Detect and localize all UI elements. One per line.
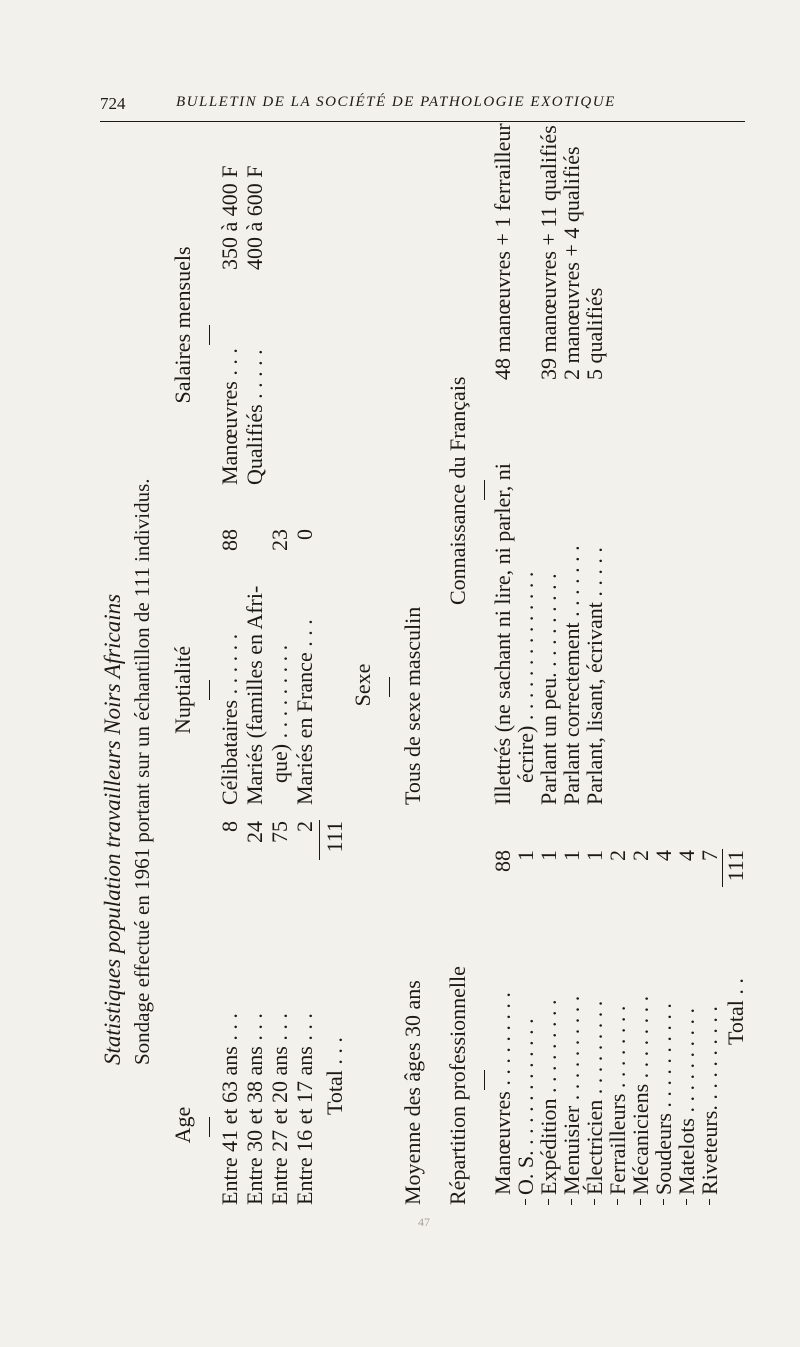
salaires-row-label: Manœuvres . . .	[217, 348, 242, 485]
nuptialite-row-label: que) . . . . . . . . .	[267, 644, 292, 783]
age-row-label: Entre 16 et 17 ans . . .	[292, 1013, 317, 1205]
repartition-row-label: Menuisier . . . . . . . . . .	[559, 995, 584, 1195]
francais-row-value: 5 qualifiés	[582, 287, 607, 380]
repartition-row-label: Électricien . . . . . . . . .	[582, 1000, 607, 1195]
francais-row-label: Parlant un peu. . . . . . . . . .	[536, 573, 561, 805]
repartition-row-value: 1	[582, 850, 607, 861]
repartition-row-value: 7	[697, 850, 722, 861]
header-rule	[100, 121, 745, 122]
table-title: Statistiques population travailleurs Noirs Africains	[100, 593, 125, 1065]
salaires-row-value: 400 à 600 F	[242, 165, 267, 270]
francais-row-value: 48 manœuvres + 1 ferrailleur	[490, 123, 515, 380]
rotated-statistics-table	[100, 123, 750, 1205]
repartition-row-label: O. S. . . . . . . . . . . . .	[513, 1018, 538, 1195]
age-row-value: 24	[242, 821, 267, 843]
repartition-row-value: 1	[513, 850, 538, 861]
repartition-row-label: Matelots . . . . . . . . . .	[674, 1008, 699, 1195]
repartition-row-value: 1	[536, 850, 561, 861]
age-header: Age	[170, 1106, 195, 1144]
francais-row-label: Parlant, lisant, écrivant . . . . .	[582, 547, 607, 805]
nuptialite-header: Nuptialité	[170, 646, 195, 734]
nuptialite-row-label: Célibataires . . . . . .	[217, 633, 242, 805]
list-bar	[686, 1199, 687, 1205]
francais-header: Connaissance du Français	[445, 376, 470, 605]
repartition-total-label: Total . .	[723, 978, 748, 1045]
list-bar	[617, 1199, 618, 1205]
repartition-row-label: Mécaniciens . . . . . . . .	[628, 995, 653, 1195]
repartition-row-label: Manœuvres . . . . . . . . .	[490, 992, 515, 1195]
repartition-total-value: 111	[723, 850, 748, 882]
repartition-row-label: Ferrailleurs . . . . . . . .	[605, 1005, 630, 1195]
nuptialite-row-value: 23	[267, 529, 292, 551]
nuptialite-row-value: 88	[217, 529, 242, 551]
repartition-header: Répartition professionnelle	[445, 966, 470, 1205]
repartition-row-label: Soudeurs . . . . . . . . . .	[651, 1003, 676, 1195]
page-footer: 47	[418, 1215, 430, 1229]
list-bar	[571, 1199, 572, 1205]
francais-row-label: écrire) . . . . . . . . . . . . . .	[513, 571, 538, 783]
repartition-row-value: 4	[674, 850, 699, 861]
running-head: BULLETIN DE LA SOCIÉTÉ DE PATHOLOGIE EXOTIQUE	[176, 94, 616, 110]
list-bar	[525, 1199, 526, 1205]
page-number: 724	[100, 94, 126, 113]
repartition-row-value: 88	[490, 850, 515, 872]
repartition-row-value: 2	[628, 850, 653, 861]
nuptialite-row-label: Mariés en France . . .	[292, 619, 317, 805]
salaires-dash	[195, 325, 220, 345]
age-total-rule	[319, 820, 320, 860]
list-bar	[594, 1199, 595, 1205]
francais-row-label: Illettrés (ne sachant ni lire, ni parler, ni	[490, 463, 515, 805]
list-bar	[640, 1199, 641, 1205]
repartition-row-value: 2	[605, 850, 630, 861]
francais-row-label: Parlant correctement . . . . . . .	[559, 545, 584, 805]
age-row-label: Entre 27 et 20 ans . . .	[267, 1013, 292, 1205]
francais-row-value: 2 manœuvres + 4 qualifiés	[559, 146, 584, 380]
nuptialite-row-value: 0	[292, 529, 317, 540]
nuptialite-row-label: Mariés (familles en Afri-	[242, 585, 267, 805]
age-row-value: 8	[217, 821, 242, 832]
repartition-row-label: Expédition . . . . . . . . .	[536, 999, 561, 1195]
age-row-value: 75	[267, 821, 292, 843]
age-row-label: Entre 30 et 38 ans . . .	[242, 1013, 267, 1205]
salaires-header: Salaires mensuels	[170, 246, 195, 404]
repartition-row-value: 1	[559, 850, 584, 861]
list-bar	[548, 1199, 549, 1205]
salaires-row-label: Qualifiés . . . . .	[242, 349, 267, 485]
list-bar	[709, 1199, 710, 1205]
repartition-row-label: Riveteurs. . . . . . . . . .	[697, 1006, 722, 1195]
sexe-header: Sexe	[350, 663, 375, 707]
sexe-text: Tous de sexe masculin	[400, 606, 425, 805]
repartition-row-value: 4	[651, 850, 676, 861]
age-total-label: Total . . .	[322, 1037, 347, 1115]
francais-row-value: 39 manœuvres + 11 qualifiés	[536, 125, 561, 380]
table-subtitle: Sondage effectué en 1961 portant sur un échantillon de 111 individus.	[130, 478, 154, 1065]
age-row-label: Entre 41 et 63 ans . . .	[217, 1013, 242, 1205]
age-row-value: 2	[292, 821, 317, 832]
age-total-value: 111	[322, 821, 347, 853]
salaires-row-value: 350 à 400 F	[217, 165, 242, 270]
list-bar	[663, 1199, 664, 1205]
sexe-dash	[375, 677, 400, 697]
moyenne-ages: Moyenne des âges 30 ans	[400, 980, 425, 1205]
